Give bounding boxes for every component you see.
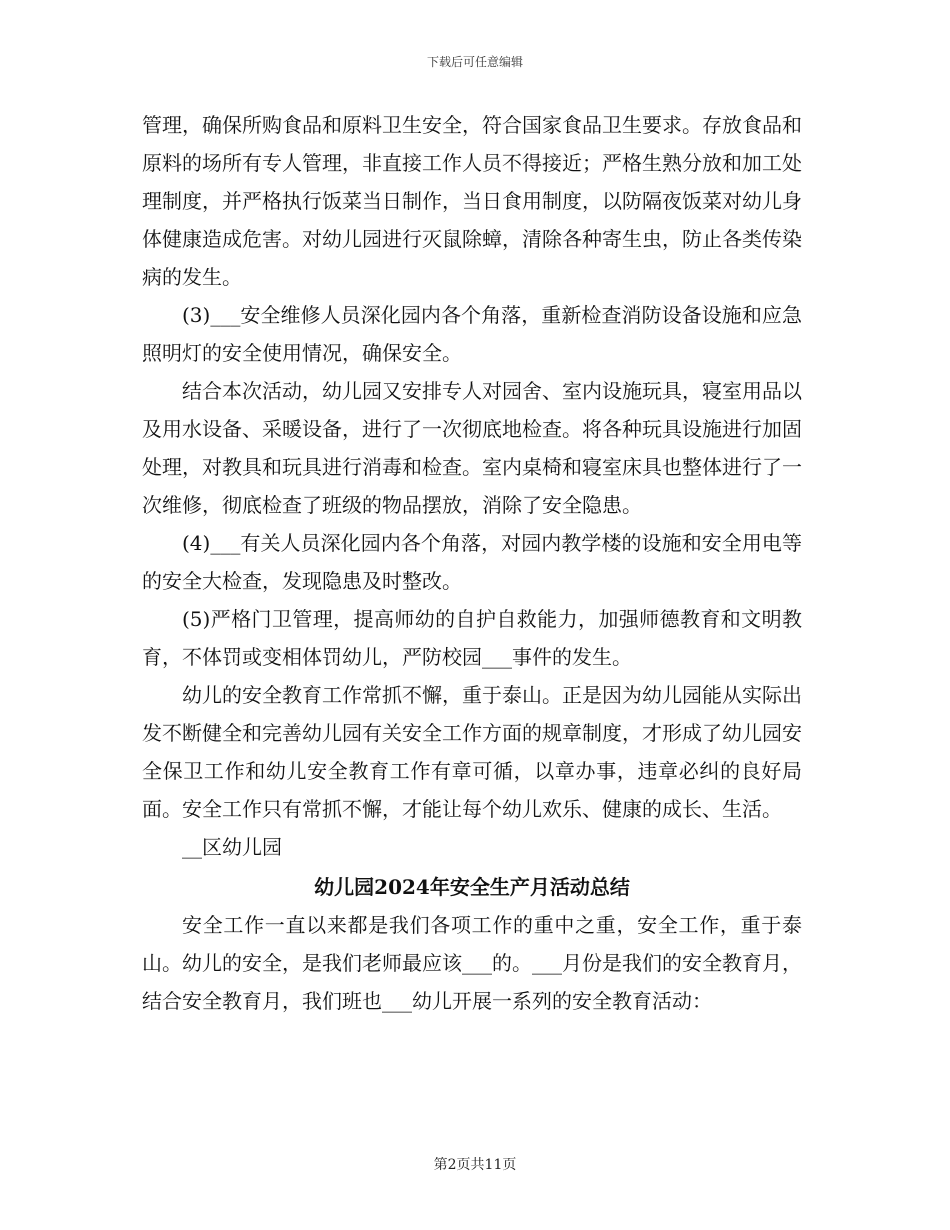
paragraph-continued: 管理，确保所购食品和原料卫生安全，符合国家食品卫生要求。存放食品和原料的场所有专人管理，非直接工作人员不得接近；严格生熟分放和加工处理制度，并严格执行饭菜当日制作，当日食用制度，以防隔夜饭菜对幼儿身体健康造成危害。对幼儿园进行灭鼠除蟑，清除各种寄生虫，防止各类传染病的发生。 [142, 113, 802, 289]
page-number: 第2页共11页 [433, 1157, 517, 1173]
paragraph-signature: __区幼儿园 [182, 835, 282, 859]
paragraph-item-3: (3)___安全维修人员深化园内各个角落，重新检查消防设备设施和应急照明灯的安全使用情况，确保安全。 [142, 303, 802, 365]
document-body [142, 106, 802, 1020]
section-title: 幼儿园2024年安全生产月活动总结 [314, 875, 630, 899]
paragraph-conclusion: 幼儿的安全教育工作常抓不懈，重于泰山。正是因为幼儿园能从实际出发不断健全和完善幼儿园有关安全工作方面的规章制度，才形成了幼儿园安全保卫工作和幼儿安全教育工作有章可循，以章办事，违章必纠的良好局面。安全工作只有常抓不懈，才能让每个幼儿欢乐、健康的成长、生活。 [142, 683, 802, 821]
section-paragraph-intro: 安全工作一直以来都是我们各项工作的重中之重，安全工作，重于泰山。幼儿的安全，是我们老师最应该___的。___月份是我们的安全教育月，结合安全教育月，我们班也___幼儿开展一系列的安全教育活动： [142, 913, 802, 1013]
paragraph-item-5: (5)严格门卫管理，提高师幼的自护自救能力，加强师德教育和文明教育，不体罚或变相体罚幼儿，严防校园___事件的发生。 [142, 607, 802, 669]
paragraph-item-4: (4)___有关人员深化园内各个角落，对园内教学楼的设施和安全用电等的安全大检查，发现隐患及时整改。 [142, 531, 802, 593]
page-header-note: 下载后可任意编辑 [426, 55, 523, 69]
paragraph-inspection: 结合本次活动，幼儿园又安排专人对园舍、室内设施玩具，寝室用品以及用水设备、采暖设备，进行了一次彻底地检查。将各种玩具设施进行加固处理，对教具和玩具进行消毒和检查。室内桌椅和寝室床具也整体进行了一次维修，彻底检查了班级的物品摆放，消除了安全隐患。 [142, 379, 802, 517]
